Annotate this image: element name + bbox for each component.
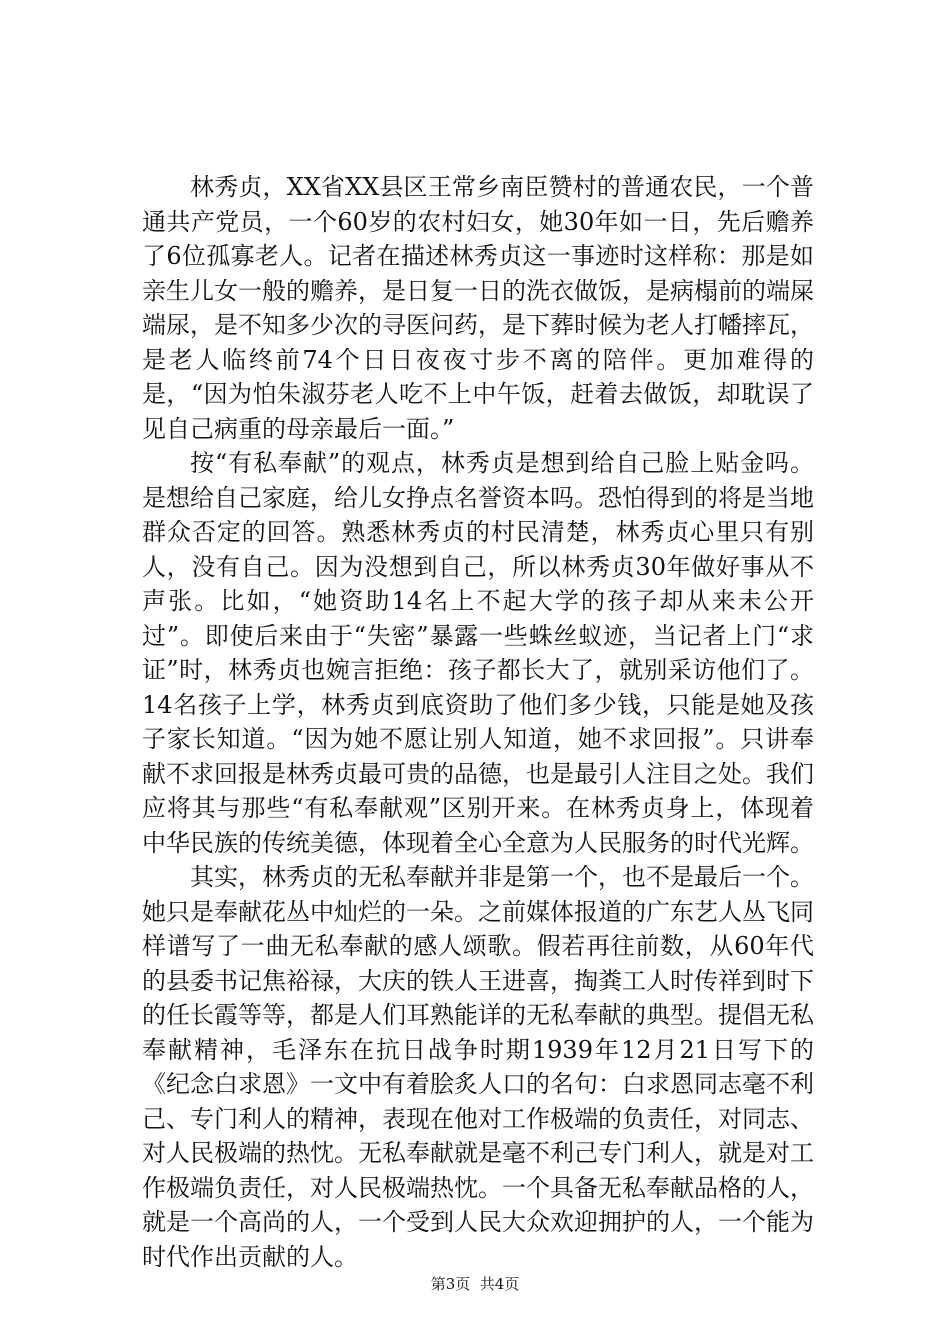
paragraph-1: 林秀贞，XX省XX县区王常乡南臣赞村的普通农民，一个普通共产党员，一个60岁的农村妇女，她30年如一日，先后赡养了6位孤寡老人。记者在描述林秀贞这一事迹时这样称：那是如亲生儿女一般的赡养，是日复一日的洗衣做饭，是病榻前的端屎端尿，是不知多少次的寻医问药，是下葬时候为老人打幡摔瓦，是老人临终前74个日日夜夜寸步不离的陪伴。更加难得的是，“因为怕朱淑芬老人吃不上中午饭，赶着去做饭，却耽误了见自己病重的母亲最后一面。” bbox=[142, 173, 814, 443]
document-body bbox=[142, 170, 814, 1274]
paragraph-2: 按“有私奉献”的观点，林秀贞是想到给自己脸上贴金吗。是想给自己家庭，给儿女挣点名誉资本吗。恐怕得到的将是当地群众否定的回答。熟悉林秀贞的村民清楚，林秀贞心里只有别人，没有自己。因为没想到自己，所以林秀贞30年做好事从不声张。比如，“她资助14名上不起大学的孩子却从来未公开过”。即使后来由于“失密”暴露一些蛛丝蚁迹，当记者上门“求证”时，林秀贞也婉言拒绝：孩子都长大了，就别采访他们了。14名孩子上学，林秀贞到底资助了他们多少钱，只能是她及孩子家长知道。“因为她不愿让别人知道，她不求回报”。只讲奉献不求回报是林秀贞最可贵的品德，也是最引人注目之处。我们应将其与那些“有私奉献观”区别开来。在林秀贞身上，体现着中华民族的传统美德，体现着全心全意为人民服务的时代光辉。 bbox=[142, 449, 814, 857]
page-number-footer: 第3页 共4页 bbox=[430, 1275, 520, 1293]
paragraph-3: 其实，林秀贞的无私奉献并非是第一个，也不是最后一个。她只是奉献花丛中灿烂的一朵。之前媒体报道的广东艺人丛飞同样谱写了一曲无私奉献的感人颂歌。假若再往前数，从60年代的县委书记焦裕禄，大庆的铁人王进喜，掏粪工人时传祥到时下的任长霞等等，都是人们耳熟能详的无私奉献的典型。提倡无私奉献精神，毛泽东在抗日战争时期1939年12月21日写下的《纪念白求恩》一文中有着脍炙人口的名句：白求恩同志毫不利己、专门利人的精神，表现在他对工作极端的负责任，对同志、对人民极端的热忱。无私奉献就是毫不利己专门利人，就是对工作极端负责任，对人民极端热忱。一个具备无私奉献品格的人，就是一个高尚的人，一个受到人民大众欢迎拥护的人，一个能为时代作出贡献的人。 bbox=[142, 863, 814, 1271]
